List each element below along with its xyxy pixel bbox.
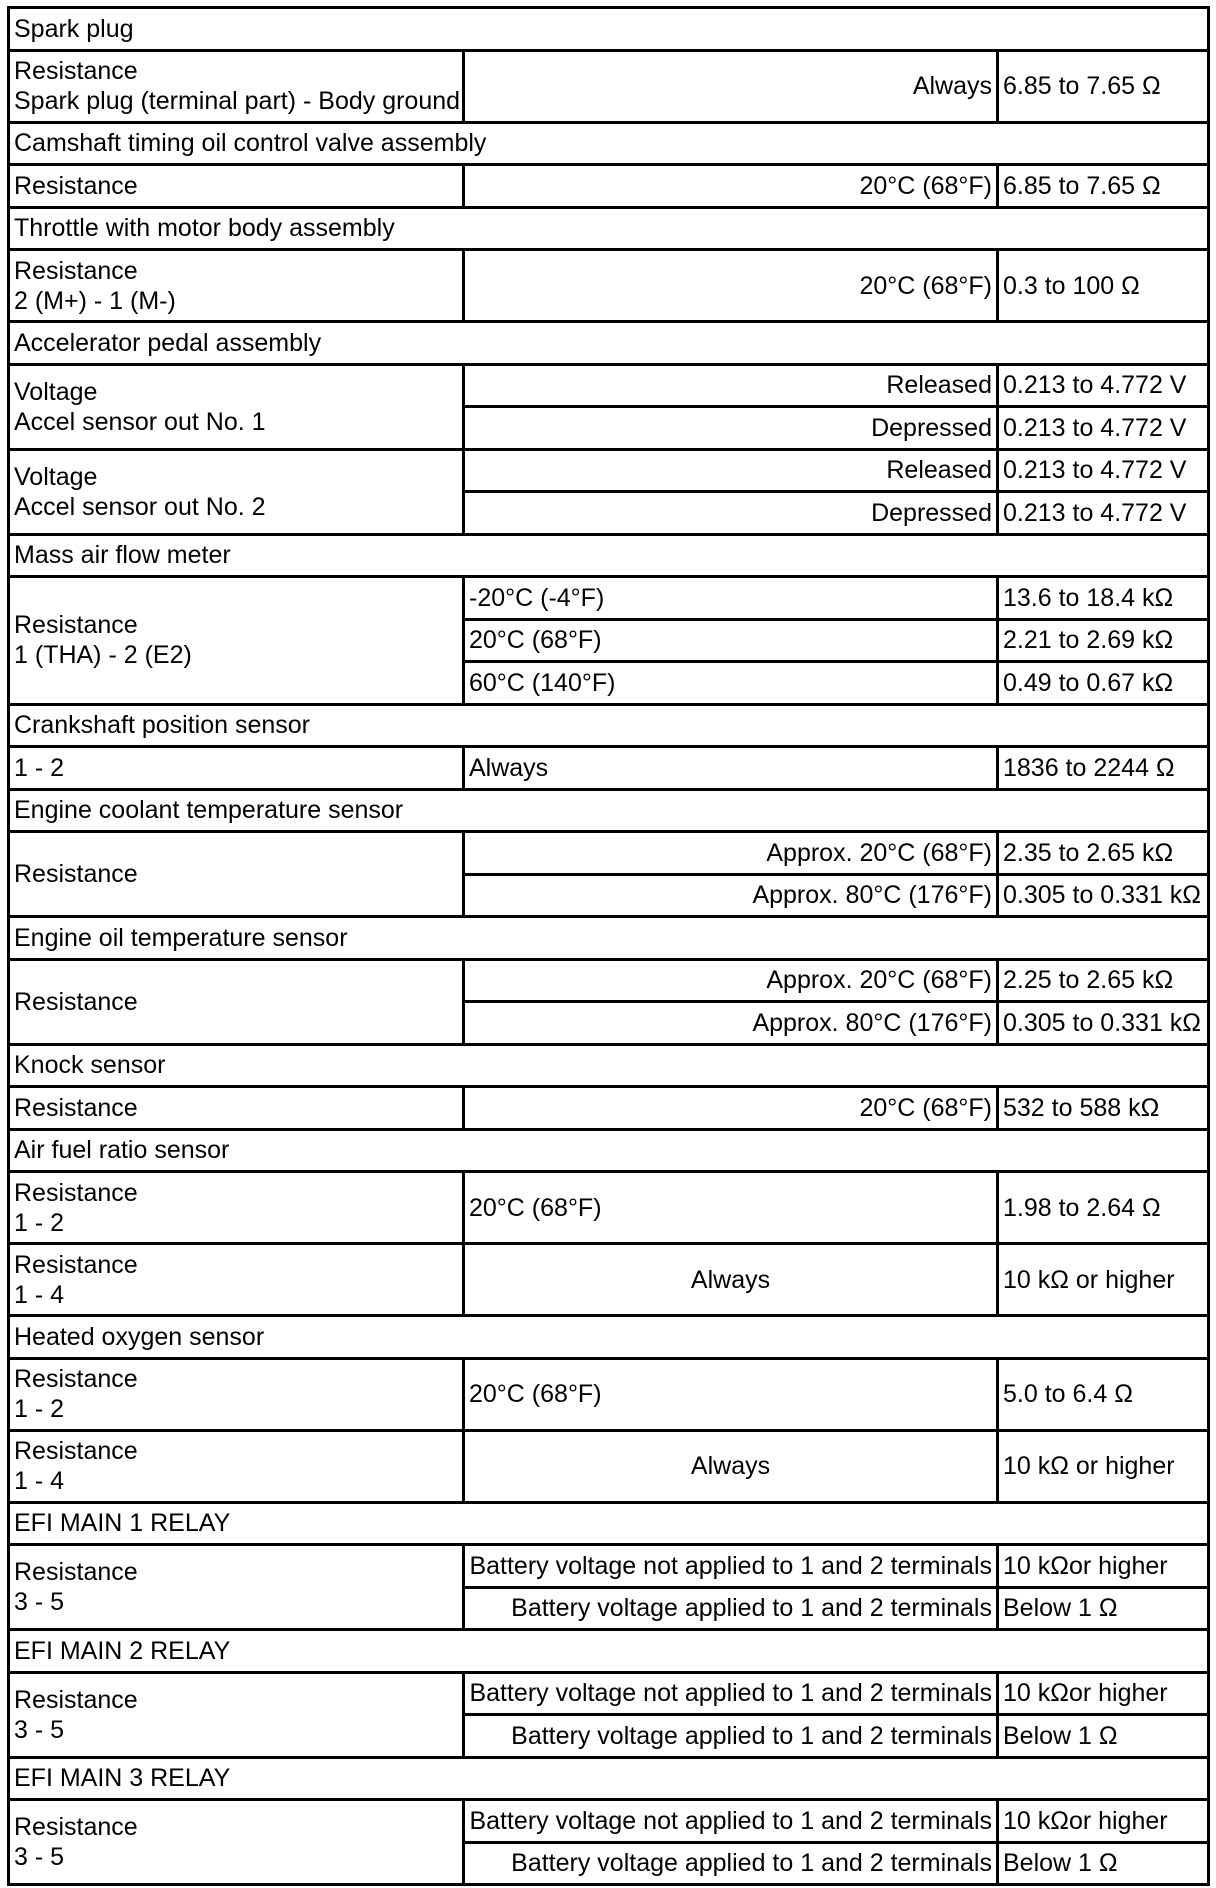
specified-condition-cell: Below 1 Ω <box>998 1715 1209 1758</box>
section-header-row <box>9 534 1209 577</box>
measurement-label <box>9 1172 464 1244</box>
condition-cell: Battery voltage applied to 1 and 2 terminals <box>464 1715 998 1758</box>
measurement-label-line: Voltage <box>14 462 98 491</box>
specification-table <box>7 6 1210 1886</box>
condition-cell: 20°C (68°F) <box>464 1172 998 1244</box>
condition-cell: 20°C (68°F) <box>464 1087 998 1130</box>
specified-condition-cell: Below 1 Ω <box>998 1587 1209 1630</box>
measurement-label-line: Spark plug (terminal part) - Body ground <box>14 87 461 115</box>
measurement-label-line: Resistance <box>14 1558 138 1586</box>
spec-row <box>9 1172 1209 1244</box>
section-title: Engine coolant temperature sensor <box>9 789 1209 832</box>
measurement-label <box>9 959 464 1044</box>
specified-condition-cell: 2.25 to 2.65 kΩ <box>998 959 1209 1002</box>
measurement-label-line: Resistance <box>14 860 138 888</box>
condition-cell: Battery voltage applied to 1 and 2 terminals <box>464 1842 998 1885</box>
measurement-label-line: Resistance <box>14 171 138 200</box>
condition-cell: 20°C (68°F) <box>464 619 998 662</box>
measurement-label-line: Accel sensor out No. 1 <box>14 407 266 436</box>
measurement-label <box>9 1672 464 1757</box>
section-header-row <box>9 1316 1209 1359</box>
spec-row <box>9 1800 1209 1843</box>
measurement-label-line: 1 - 2 <box>14 1395 65 1423</box>
condition-cell: Battery voltage not applied to 1 and 2 terminals <box>464 1800 998 1843</box>
section-title: Knock sensor <box>9 1044 1209 1087</box>
specified-condition-cell: 13.6 to 18.4 kΩ <box>998 577 1209 620</box>
spec-row <box>9 250 1209 322</box>
measurement-label-line: Resistance <box>14 1437 138 1465</box>
condition-cell: 60°C (140°F) <box>464 662 998 705</box>
condition-cell: Always <box>464 1430 998 1502</box>
specified-condition-cell: 10 kΩor higher <box>998 1672 1209 1715</box>
condition-cell: Approx. 20°C (68°F) <box>464 832 998 875</box>
measurement-label-line: Resistance <box>14 987 138 1016</box>
condition-cell: Released <box>464 449 998 492</box>
specified-condition-cell: 0.3 to 100 Ω <box>998 250 1209 322</box>
section-header-row <box>9 1630 1209 1673</box>
measurement-label-line: Resistance <box>14 1250 138 1279</box>
specified-condition-cell: 10 kΩor higher <box>998 1545 1209 1588</box>
condition-cell: Approx. 80°C (176°F) <box>464 874 998 917</box>
measurement-label <box>9 1545 464 1630</box>
section-header-row <box>9 1502 1209 1545</box>
measurement-label <box>9 364 464 449</box>
measurement-label-line: Resistance <box>14 57 138 85</box>
section-title: Throttle with motor body assembly <box>9 207 1209 250</box>
specified-condition-cell: 1.98 to 2.64 Ω <box>998 1172 1209 1244</box>
section-title: EFI MAIN 1 RELAY <box>9 1502 1209 1545</box>
section-title: EFI MAIN 2 RELAY <box>9 1630 1209 1673</box>
condition-cell: Battery voltage not applied to 1 and 2 terminals <box>464 1672 998 1715</box>
condition-cell: Always <box>464 1244 998 1316</box>
specified-condition-cell: 0.213 to 4.772 V <box>998 492 1209 535</box>
measurement-label <box>9 165 464 208</box>
measurement-label-line: Resistance <box>14 1093 138 1122</box>
condition-cell: Released <box>464 364 998 407</box>
condition-cell: Approx. 20°C (68°F) <box>464 959 998 1002</box>
measurement-label-line: Resistance <box>14 256 138 285</box>
specified-condition-cell: 0.49 to 0.67 kΩ <box>998 662 1209 705</box>
section-title: Heated oxygen sensor <box>9 1316 1209 1359</box>
measurement-label <box>9 577 464 705</box>
specified-condition-cell: 5.0 to 6.4 Ω <box>998 1358 1209 1430</box>
specified-condition-cell: 6.85 to 7.65 Ω <box>998 165 1209 208</box>
section-header-row <box>9 122 1209 165</box>
spec-row <box>9 959 1209 1002</box>
measurement-label-line: 1 (THA) - 2 (E2) <box>14 641 192 670</box>
spec-row <box>9 1358 1209 1430</box>
measurement-label <box>9 250 464 322</box>
condition-cell: Always <box>464 50 998 122</box>
specified-condition-cell: Below 1 Ω <box>998 1842 1209 1885</box>
spec-row <box>9 1672 1209 1715</box>
condition-cell: 20°C (68°F) <box>464 250 998 322</box>
section-header-row <box>9 1129 1209 1172</box>
measurement-label-line: 3 - 5 <box>14 1588 65 1616</box>
specified-condition-cell: 2.35 to 2.65 kΩ <box>998 832 1209 875</box>
section-title: Air fuel ratio sensor <box>9 1129 1209 1172</box>
condition-cell: -20°C (-4°F) <box>464 577 998 620</box>
section-header-row <box>9 789 1209 832</box>
condition-cell: Depressed <box>464 492 998 535</box>
measurement-label-line: 1 - 2 <box>14 753 65 782</box>
condition-cell: Battery voltage applied to 1 and 2 terminals <box>464 1587 998 1630</box>
measurement-label <box>9 1087 464 1130</box>
measurement-label <box>9 1430 464 1502</box>
section-title: Engine oil temperature sensor <box>9 917 1209 960</box>
section-header-row <box>9 322 1209 365</box>
measurement-label <box>9 747 464 790</box>
measurement-label-line: Resistance <box>14 1178 138 1207</box>
measurement-label-line: 3 - 5 <box>14 1843 65 1871</box>
measurement-label-line: Resistance <box>14 1813 138 1841</box>
section-title: Spark plug <box>9 8 1209 51</box>
specified-condition-cell: 0.305 to 0.331 kΩ <box>998 874 1209 917</box>
spec-row <box>9 577 1209 620</box>
spec-row <box>9 165 1209 208</box>
measurement-label-line: 1 - 4 <box>14 1280 65 1309</box>
spec-row <box>9 747 1209 790</box>
specification-table-body <box>9 8 1209 1885</box>
condition-cell: 20°C (68°F) <box>464 1358 998 1430</box>
measurement-label-line: 2 (M+) - 1 (M-) <box>14 286 176 315</box>
specified-condition-cell: 0.213 to 4.772 V <box>998 449 1209 492</box>
section-title: Accelerator pedal assembly <box>9 322 1209 365</box>
specified-condition-cell: 532 to 588 kΩ <box>998 1087 1209 1130</box>
measurement-label-line: Resistance <box>14 1685 138 1714</box>
spec-row <box>9 832 1209 875</box>
measurement-label-line: Accel sensor out No. 2 <box>14 492 266 521</box>
condition-cell: 20°C (68°F) <box>464 165 998 208</box>
specified-condition-cell: 10 kΩ or higher <box>998 1244 1209 1316</box>
measurement-label-line: 1 - 4 <box>14 1467 65 1495</box>
specified-condition-cell: 2.21 to 2.69 kΩ <box>998 619 1209 662</box>
measurement-label <box>9 1800 464 1885</box>
specified-condition-cell: 10 kΩ or higher <box>998 1430 1209 1502</box>
section-header-row <box>9 917 1209 960</box>
measurement-label-line: 1 - 2 <box>14 1208 65 1237</box>
section-header-row <box>9 704 1209 747</box>
specified-condition-cell: 10 kΩor higher <box>998 1800 1209 1843</box>
section-title: Camshaft timing oil control valve assembly <box>9 122 1209 165</box>
spec-row <box>9 1545 1209 1588</box>
section-header-row <box>9 8 1209 51</box>
spec-row <box>9 364 1209 407</box>
condition-cell: Always <box>464 747 998 790</box>
measurement-label <box>9 1244 464 1316</box>
specified-condition-cell: 1836 to 2244 Ω <box>998 747 1209 790</box>
spec-row <box>9 1087 1209 1130</box>
measurement-label-line: Resistance <box>14 611 138 640</box>
condition-cell: Battery voltage not applied to 1 and 2 terminals <box>464 1545 998 1588</box>
measurement-label-line: Resistance <box>14 1365 138 1393</box>
section-header-row <box>9 1757 1209 1800</box>
spec-row <box>9 1430 1209 1502</box>
specified-condition-cell: 6.85 to 7.65 Ω <box>998 50 1209 122</box>
condition-cell: Depressed <box>464 407 998 450</box>
condition-cell: Approx. 80°C (176°F) <box>464 1002 998 1045</box>
section-title: EFI MAIN 3 RELAY <box>9 1757 1209 1800</box>
specified-condition-cell: 0.213 to 4.772 V <box>998 364 1209 407</box>
measurement-label-line: Voltage <box>14 377 98 406</box>
section-title: Mass air flow meter <box>9 534 1209 577</box>
measurement-label <box>9 50 464 122</box>
section-title: Crankshaft position sensor <box>9 704 1209 747</box>
spec-row <box>9 50 1209 122</box>
measurement-label <box>9 832 464 917</box>
spec-row <box>9 1244 1209 1316</box>
measurement-label-line: 3 - 5 <box>14 1715 65 1744</box>
specified-condition-cell: 0.305 to 0.331 kΩ <box>998 1002 1209 1045</box>
measurement-label <box>9 1358 464 1430</box>
spec-row <box>9 449 1209 492</box>
section-header-row <box>9 207 1209 250</box>
measurement-label <box>9 449 464 534</box>
specified-condition-cell: 0.213 to 4.772 V <box>998 407 1209 450</box>
section-header-row <box>9 1044 1209 1087</box>
